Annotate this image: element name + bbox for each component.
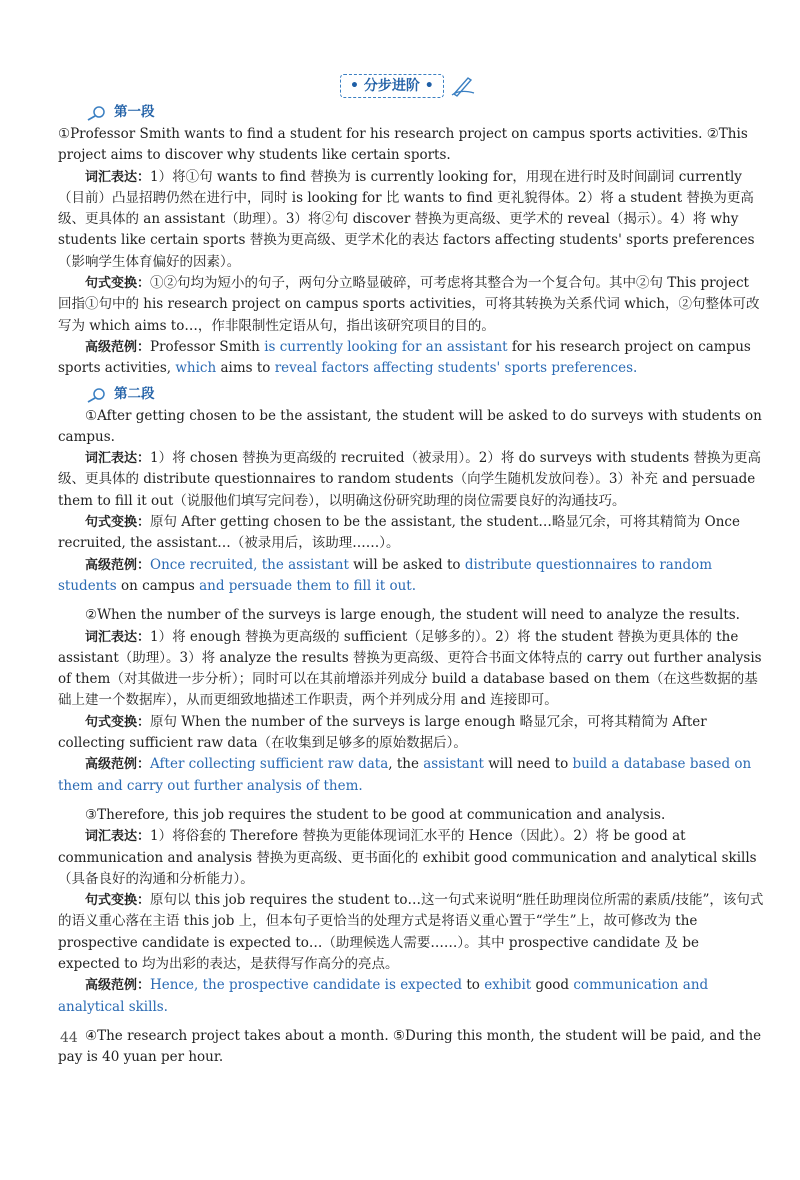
vocab-note: 词汇表达：1）将俗套的 Therefore 替换为更能体现词汇水平的 Hence（因此）。2）将 be good at communication and analysis 替换为更高级、更书面化的 exhibit good communication and analytical skills（具备良好的沟通和分析能力）。: [58, 828, 757, 887]
section-heading-text: 第二段: [114, 385, 155, 402]
original-sentence: ③Therefore, this job requires the student to be good at communication and analysis.: [85, 806, 666, 823]
model-sentence: 高级范例：Once recruited, the assistant will be asked to distribute questionnaires to random students on campus and persuade them to fill it out.: [58, 556, 713, 594]
sentence-note: 句式变换：①②句均为短小的句子，两句分立略显破碎，可考虑将其整合为一个复合句。其中②句 This project 回指①句中的 his research project on campus sports activities，可将其转换为关系代词 which，②句整体可改写为 which aims to…，作非限制性定语从句，指出该研究项目的目的。: [58, 275, 760, 334]
vocab-note: 词汇表达：1）将 enough 替换为更高级的 sufficient（足够多的）。2）将 the student 替换为更具体的 the assistant（助理）。3）将 analyze the results 替换为更高级、更符合书面文体特点的 carry out further analysis of them（对其做进一步分析）；同时可以在其前增添并列成分 build a database based on them（在这些数据的基础上建一个数据库），从而更细致地描述工作职责，两个并列成分用 and 连接即可。: [58, 628, 762, 709]
sentence-note: 句式变换：原句 When the number of the surveys is large enough 略显冗余，可将其精简为 After collecting sufficient raw data（在收集到足够多的原始数据后）。: [58, 713, 707, 752]
section-heading-2: [86, 384, 764, 406]
section-heading-text: 第一段: [114, 104, 155, 121]
sentence-note: 句式变换：原句以 this job requires the student to…这一句式来说明“胜任助理岗位所需的素质/技能”，该句式的语义重心落在主语 this job 上，但本句子更恰当的处理方式是将语义重心置于“学生”上，故可修改为 the prospective candidate is expected to…（助理候选人需要……）。其中 prospective candidate 及 be expected to 均为出彩的表达，是获得写作高分的亮点。: [58, 892, 764, 972]
original-sentence: ①Professor Smith wants to find a student for his research project on campus sports activities. ②This project aims to discover why students like certain sports.: [58, 126, 748, 164]
original-sentence: ②When the number of the surveys is large enough, the student will need to analyze the results.: [85, 607, 740, 624]
banner-title: • 分步进阶 •: [340, 74, 444, 98]
sentence-note: 句式变换：原句 After getting chosen to be the assistant, the student…略显冗余，可将其精简为 Once recruited, the assistant…（被录用后，该助理……）。: [58, 514, 740, 552]
magnifier-icon: [86, 105, 108, 121]
main-content: [58, 102, 764, 1068]
original-sentence: ①After getting chosen to be the assistant, the student will be asked to do surveys with students on campus.: [58, 407, 762, 445]
magnifier-icon: [86, 387, 108, 403]
model-sentence: 高级范例：After collecting sufficient raw data, the assistant will need to build a database based on them and carry out further analysis of them.: [58, 756, 752, 794]
page-number: 44: [60, 1030, 78, 1046]
model-sentence: 高级范例：Professor Smith is currently looking for an assistant for his research project on campus sports activities, which aims to reveal factors affecting students' sports preferences.: [58, 338, 751, 377]
original-sentence: ④The research project takes about a month. ⑤During this month, the student will be paid, and the pay is 40 yuan per hour.: [58, 1027, 762, 1066]
vocab-note: 词汇表达：1）将 chosen 替换为更高级的 recruited（被录用）。2）将 do surveys with students 替换为更高级、更具体的 distribute questionnaires to random students（向学生随机发放问卷）。3）补充 and persuade them to fill it out（说服他们填写完问卷），以明确这份研究助理的岗位需要良好的沟通技巧。: [58, 450, 762, 509]
vocab-note: 词汇表达：1）将①句 wants to find 替换为 is currently looking for，用现在进行时及时间副词 currently（目前）凸显招聘仍然在进行中，同时 is looking for 比 wants to find 更礼貌得体。2）将 a student 替换为更高级、更具体的 an assistant（助理）。3）将②句 discover 替换为更高级、更学术的 reveal（揭示）。4）将 why students like certain sports 替换为更高级、更学术化的表达 factors affecting students' sports preferences（影响学生体育偏好的因素）。: [58, 168, 755, 270]
section-heading-1: [86, 102, 764, 124]
pen-icon: [450, 75, 476, 97]
section-banner: [340, 74, 476, 98]
model-sentence: 高级范例：Hence, the prospective candidate is expected to exhibit good communication and analytical skills.: [58, 977, 709, 1015]
